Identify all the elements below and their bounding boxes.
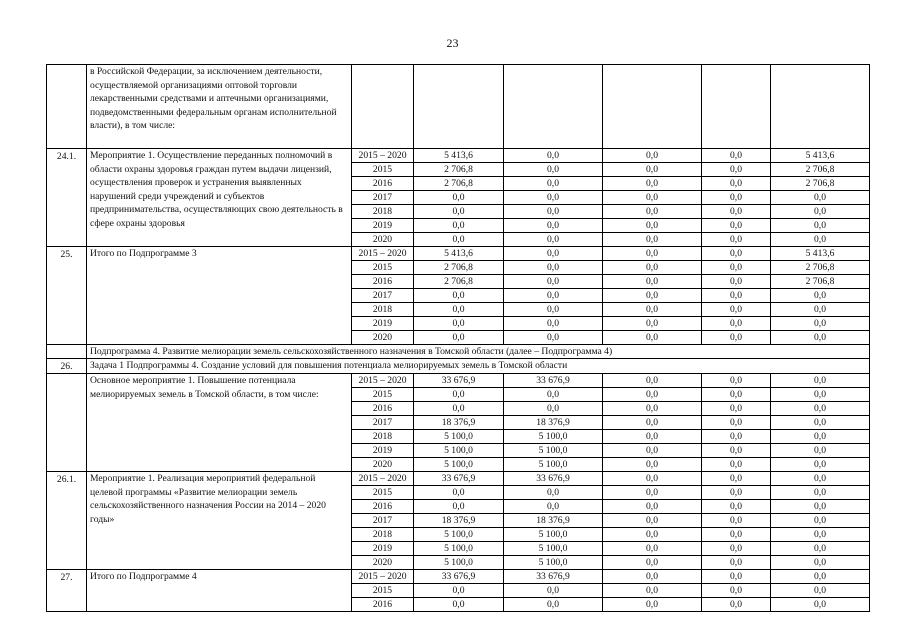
activity-description: Основное мероприятие 1. Повышение потенциала мелиорируемых земель в Томской области, в том числе: <box>87 374 352 472</box>
amount-cell: 0,0 <box>702 416 771 430</box>
period-cell: 2020 <box>352 331 414 345</box>
amount-cell: 0,0 <box>771 289 870 303</box>
amount-cell: 0,0 <box>414 191 504 205</box>
amount-cell: 0,0 <box>771 233 870 247</box>
amount-cell: 0,0 <box>504 177 603 191</box>
amount-cell: 0,0 <box>414 486 504 500</box>
amount-cell: 0,0 <box>702 317 771 331</box>
row-number-cell: 25. <box>47 247 87 345</box>
amount-cell: 0,0 <box>603 458 702 472</box>
amount-cell: 33 676,9 <box>414 472 504 486</box>
amount-cell: 5 413,6 <box>771 149 870 163</box>
amount-cell: 5 100,0 <box>504 458 603 472</box>
amount-cell: 0,0 <box>603 233 702 247</box>
amount-cell: 0,0 <box>771 556 870 570</box>
row-number-cell: 27. <box>47 570 87 612</box>
subprogram-heading-row <box>47 345 870 359</box>
amount-cell: 0,0 <box>702 233 771 247</box>
table-row <box>47 65 870 149</box>
amount-cell: 2 706,8 <box>414 275 504 289</box>
period-cell: 2020 <box>352 556 414 570</box>
amount-cell: 2 706,8 <box>771 177 870 191</box>
amount-cell: 5 100,0 <box>504 528 603 542</box>
amount-cell: 0,0 <box>603 149 702 163</box>
amount-cell: 0,0 <box>603 598 702 612</box>
amount-cell: 0,0 <box>702 514 771 528</box>
amount-cell: 0,0 <box>771 191 870 205</box>
amount-cell: 0,0 <box>504 219 603 233</box>
amount-cell: 0,0 <box>702 163 771 177</box>
period-cell: 2016 <box>352 598 414 612</box>
amount-cell: 0,0 <box>504 261 603 275</box>
amount-cell: 5 100,0 <box>414 528 504 542</box>
empty-cell <box>771 65 870 149</box>
amount-cell: 0,0 <box>771 416 870 430</box>
amount-cell: 0,0 <box>702 598 771 612</box>
amount-cell: 0,0 <box>702 177 771 191</box>
period-cell: 2018 <box>352 205 414 219</box>
amount-cell: 0,0 <box>603 472 702 486</box>
amount-cell: 0,0 <box>603 542 702 556</box>
amount-cell: 0,0 <box>504 486 603 500</box>
amount-cell: 0,0 <box>504 584 603 598</box>
amount-cell: 0,0 <box>702 388 771 402</box>
amount-cell: 0,0 <box>702 191 771 205</box>
amount-cell: 0,0 <box>504 247 603 261</box>
row-number-cell <box>47 374 87 472</box>
amount-cell: 0,0 <box>414 402 504 416</box>
amount-cell: 5 100,0 <box>414 430 504 444</box>
amount-cell: 0,0 <box>504 303 603 317</box>
page-number: 23 <box>446 36 459 50</box>
amount-cell: 0,0 <box>771 472 870 486</box>
table-row <box>47 149 870 163</box>
amount-cell: 5 100,0 <box>504 556 603 570</box>
amount-cell: 5 100,0 <box>414 444 504 458</box>
amount-cell: 0,0 <box>603 261 702 275</box>
activity-description: Итого по Подпрограмме 3 <box>87 247 352 345</box>
amount-cell: 0,0 <box>414 598 504 612</box>
amount-cell: 33 676,9 <box>414 374 504 388</box>
amount-cell: 0,0 <box>414 289 504 303</box>
amount-cell: 0,0 <box>603 219 702 233</box>
period-cell: 2017 <box>352 191 414 205</box>
amount-cell: 0,0 <box>504 500 603 514</box>
period-cell: 2019 <box>352 317 414 331</box>
period-cell: 2018 <box>352 528 414 542</box>
amount-cell: 2 706,8 <box>414 163 504 177</box>
amount-cell: 0,0 <box>771 458 870 472</box>
period-cell: 2015 – 2020 <box>352 149 414 163</box>
amount-cell: 0,0 <box>771 528 870 542</box>
activity-description: Мероприятие 1. Осуществление переданных полномочий в области охраны здоровья граждан путем выдачи лицензий, осуществления проверок и устранения выявленных нарушений среди учреждений и субъектов предпринимательства, осуществляющих свою деятельность в сфере охраны здоровья <box>87 149 352 247</box>
amount-cell: 0,0 <box>702 289 771 303</box>
period-cell: 2020 <box>352 233 414 247</box>
amount-cell: 0,0 <box>504 388 603 402</box>
amount-cell: 2 706,8 <box>771 261 870 275</box>
period-cell: 2015 – 2020 <box>352 472 414 486</box>
amount-cell: 0,0 <box>702 430 771 444</box>
amount-cell: 0,0 <box>414 500 504 514</box>
table-row <box>47 247 870 261</box>
amount-cell: 18 376,9 <box>414 514 504 528</box>
period-cell: 2015 <box>352 388 414 402</box>
amount-cell: 0,0 <box>702 458 771 472</box>
amount-cell: 0,0 <box>603 374 702 388</box>
period-cell: 2016 <box>352 275 414 289</box>
amount-cell: 0,0 <box>504 275 603 289</box>
row-number-cell: 26.1. <box>47 472 87 570</box>
amount-cell: 0,0 <box>504 598 603 612</box>
period-cell: 2018 <box>352 430 414 444</box>
amount-cell: 33 676,9 <box>414 570 504 584</box>
period-cell: 2016 <box>352 177 414 191</box>
period-cell: 2015 – 2020 <box>352 570 414 584</box>
amount-cell: 0,0 <box>603 570 702 584</box>
period-cell: 2018 <box>352 303 414 317</box>
amount-cell: 5 100,0 <box>504 444 603 458</box>
period-cell: 2015 <box>352 163 414 177</box>
continuation-text: в Российской Федерации, за исключением деятельности, осуществляемой организациями оптовой торговли лекарственными средствами и аптечными организациями, подведомственными федеральным органам исполнительной власти), в том числе: <box>87 65 352 149</box>
budget-table <box>46 64 870 612</box>
amount-cell: 0,0 <box>414 317 504 331</box>
amount-cell: 0,0 <box>504 331 603 345</box>
subprogram-heading: Подпрограмма 4. Развитие мелиорации земель сельскохозяйственного назначения в Томской области (далее – Подпрограмма 4) <box>87 345 870 359</box>
period-cell: 2019 <box>352 444 414 458</box>
amount-cell: 0,0 <box>603 388 702 402</box>
amount-cell: 0,0 <box>603 402 702 416</box>
period-cell: 2020 <box>352 458 414 472</box>
empty-cell <box>504 65 603 149</box>
period-cell: 2015 – 2020 <box>352 374 414 388</box>
amount-cell: 0,0 <box>603 205 702 219</box>
empty-cell <box>702 65 771 149</box>
amount-cell: 0,0 <box>603 317 702 331</box>
empty-cell <box>603 65 702 149</box>
amount-cell: 5 413,6 <box>414 247 504 261</box>
period-cell: 2015 <box>352 261 414 275</box>
amount-cell: 0,0 <box>702 149 771 163</box>
amount-cell: 0,0 <box>603 416 702 430</box>
amount-cell: 2 706,8 <box>771 163 870 177</box>
amount-cell: 0,0 <box>771 444 870 458</box>
table-row <box>47 472 870 486</box>
amount-cell: 0,0 <box>603 289 702 303</box>
activity-description: Мероприятие 1. Реализация мероприятий федеральной целевой программы «Развитие мелиорации земель сельскохозяйственного назначения России на 2014 – 2020 годы» <box>87 472 352 570</box>
amount-cell: 0,0 <box>771 374 870 388</box>
amount-cell: 5 100,0 <box>414 542 504 556</box>
amount-cell: 33 676,9 <box>504 472 603 486</box>
amount-cell: 0,0 <box>702 542 771 556</box>
amount-cell: 0,0 <box>702 303 771 317</box>
amount-cell: 0,0 <box>702 247 771 261</box>
amount-cell: 0,0 <box>702 402 771 416</box>
amount-cell: 0,0 <box>771 570 870 584</box>
amount-cell: 0,0 <box>603 247 702 261</box>
amount-cell: 0,0 <box>414 303 504 317</box>
period-cell: 2017 <box>352 416 414 430</box>
amount-cell: 0,0 <box>702 486 771 500</box>
amount-cell: 0,0 <box>702 205 771 219</box>
amount-cell: 0,0 <box>603 584 702 598</box>
amount-cell: 33 676,9 <box>504 570 603 584</box>
amount-cell: 0,0 <box>504 205 603 219</box>
amount-cell: 0,0 <box>603 444 702 458</box>
amount-cell: 0,0 <box>504 317 603 331</box>
amount-cell: 0,0 <box>603 331 702 345</box>
amount-cell: 0,0 <box>504 233 603 247</box>
amount-cell: 0,0 <box>771 205 870 219</box>
amount-cell: 0,0 <box>702 219 771 233</box>
amount-cell: 0,0 <box>771 500 870 514</box>
amount-cell: 0,0 <box>702 374 771 388</box>
task-heading-row <box>47 359 870 374</box>
amount-cell: 2 706,8 <box>414 261 504 275</box>
empty-cell <box>352 65 414 149</box>
amount-cell: 0,0 <box>771 402 870 416</box>
activity-description: Итого по Подпрограмме 4 <box>87 570 352 612</box>
period-cell: 2016 <box>352 402 414 416</box>
amount-cell: 0,0 <box>504 149 603 163</box>
amount-cell: 0,0 <box>771 584 870 598</box>
amount-cell: 0,0 <box>771 331 870 345</box>
amount-cell: 0,0 <box>603 514 702 528</box>
period-cell: 2019 <box>352 542 414 556</box>
amount-cell: 0,0 <box>702 528 771 542</box>
amount-cell: 0,0 <box>603 177 702 191</box>
amount-cell: 0,0 <box>603 430 702 444</box>
amount-cell: 0,0 <box>603 486 702 500</box>
empty-cell <box>414 65 504 149</box>
amount-cell: 0,0 <box>603 500 702 514</box>
amount-cell: 0,0 <box>414 584 504 598</box>
amount-cell: 5 100,0 <box>504 430 603 444</box>
amount-cell: 0,0 <box>771 430 870 444</box>
amount-cell: 0,0 <box>603 556 702 570</box>
amount-cell: 18 376,9 <box>504 514 603 528</box>
period-cell: 2017 <box>352 514 414 528</box>
amount-cell: 0,0 <box>702 556 771 570</box>
amount-cell: 0,0 <box>771 486 870 500</box>
amount-cell: 18 376,9 <box>504 416 603 430</box>
period-cell: 2015 <box>352 486 414 500</box>
row-number-cell: 26. <box>47 359 87 374</box>
row-number-cell: 24.1. <box>47 149 87 247</box>
amount-cell: 0,0 <box>603 163 702 177</box>
amount-cell: 2 706,8 <box>771 275 870 289</box>
amount-cell: 0,0 <box>603 303 702 317</box>
amount-cell: 0,0 <box>771 542 870 556</box>
amount-cell: 0,0 <box>702 570 771 584</box>
amount-cell: 0,0 <box>771 388 870 402</box>
period-cell: 2015 – 2020 <box>352 247 414 261</box>
amount-cell: 0,0 <box>702 584 771 598</box>
amount-cell: 0,0 <box>414 205 504 219</box>
amount-cell: 0,0 <box>504 289 603 303</box>
amount-cell: 5 100,0 <box>504 542 603 556</box>
table-row <box>47 374 870 388</box>
amount-cell: 0,0 <box>702 500 771 514</box>
amount-cell: 0,0 <box>771 598 870 612</box>
amount-cell: 0,0 <box>414 233 504 247</box>
row-number-cell <box>47 65 87 149</box>
period-cell: 2015 <box>352 584 414 598</box>
row-number-cell <box>47 345 87 359</box>
period-cell: 2019 <box>352 219 414 233</box>
table-row <box>47 570 870 584</box>
task-heading: Задача 1 Подпрограммы 4. Создание условий для повышения потенциала мелиорируемых земель в Томской области <box>87 359 870 374</box>
amount-cell: 0,0 <box>771 514 870 528</box>
amount-cell: 5 413,6 <box>414 149 504 163</box>
amount-cell: 0,0 <box>603 191 702 205</box>
amount-cell: 0,0 <box>414 388 504 402</box>
amount-cell: 0,0 <box>771 317 870 331</box>
period-cell: 2017 <box>352 289 414 303</box>
amount-cell: 0,0 <box>414 331 504 345</box>
amount-cell: 0,0 <box>504 402 603 416</box>
amount-cell: 5 100,0 <box>414 458 504 472</box>
amount-cell: 2 706,8 <box>414 177 504 191</box>
amount-cell: 0,0 <box>702 444 771 458</box>
amount-cell: 0,0 <box>702 472 771 486</box>
amount-cell: 0,0 <box>702 275 771 289</box>
amount-cell: 0,0 <box>414 219 504 233</box>
amount-cell: 0,0 <box>771 303 870 317</box>
amount-cell: 5 100,0 <box>414 556 504 570</box>
amount-cell: 0,0 <box>603 528 702 542</box>
amount-cell: 0,0 <box>504 191 603 205</box>
amount-cell: 0,0 <box>603 275 702 289</box>
amount-cell: 0,0 <box>504 163 603 177</box>
amount-cell: 33 676,9 <box>504 374 603 388</box>
amount-cell: 0,0 <box>702 331 771 345</box>
amount-cell: 0,0 <box>702 261 771 275</box>
period-cell: 2016 <box>352 500 414 514</box>
amount-cell: 0,0 <box>771 219 870 233</box>
amount-cell: 18 376,9 <box>414 416 504 430</box>
amount-cell: 5 413,6 <box>771 247 870 261</box>
